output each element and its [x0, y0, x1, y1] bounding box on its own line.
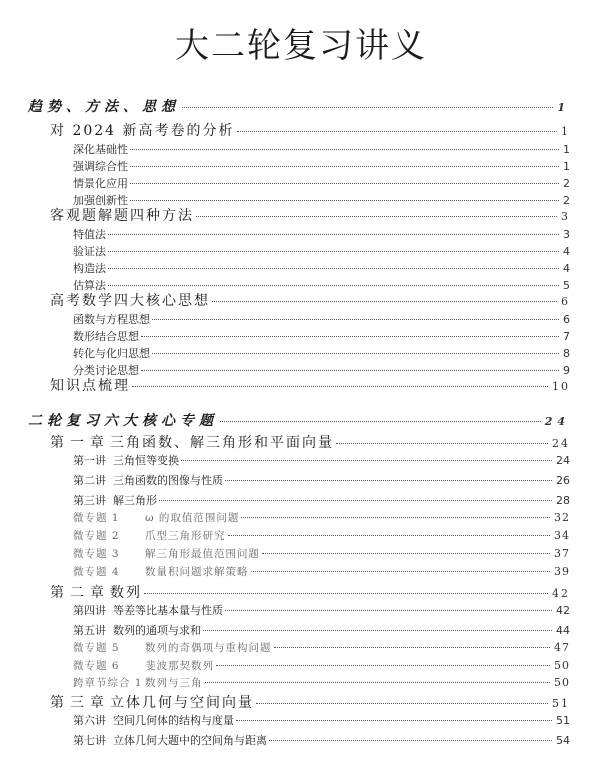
toc-label: 立体几何大题中的空间角与距离 [113, 734, 267, 747]
toc-label: 解三角形 [113, 494, 157, 507]
toc-page-number: 51 [552, 697, 570, 710]
toc-page-number: 3 [563, 228, 570, 241]
toc-page-number: 1 [563, 160, 570, 173]
dot-leader [108, 285, 559, 286]
dot-leader [181, 460, 552, 461]
page-title: 大二轮复习讲义 [175, 26, 427, 66]
toc-lecture[interactable] [73, 472, 570, 488]
toc-number: 微专题 1 [73, 512, 120, 524]
dot-leader [152, 319, 559, 320]
toc-page-number: 32 [554, 511, 570, 524]
toc-label: 特值法 [73, 228, 106, 241]
toc-label: 空间几何体的结构与度量 [113, 714, 234, 727]
dot-leader [212, 301, 557, 302]
toc-page-number: 8 [563, 347, 570, 360]
dot-leader [182, 107, 553, 108]
toc-label: 数列的奇偶项与重构问题 [145, 642, 272, 654]
toc-label: 知识点梳理 [50, 378, 130, 394]
toc-label: 斐波那契数列 [145, 660, 214, 672]
dot-leader [236, 720, 552, 721]
toc-number: 微专题 2 [73, 530, 120, 542]
toc-mini-topic[interactable] [73, 510, 570, 525]
toc-page-number: 51 [556, 714, 570, 727]
toc-label: 函数与方程思想 [73, 313, 150, 326]
toc-label: 数列的通项与求和 [113, 624, 201, 637]
toc-page-number: 3 [561, 210, 570, 223]
toc-mini-topic[interactable] [73, 640, 570, 655]
toc-chapter-ideas[interactable] [50, 290, 570, 310]
dot-leader [225, 480, 552, 481]
toc-page-number: 6 [563, 313, 570, 326]
toc-chapter-3[interactable] [50, 692, 570, 712]
toc-page-number: 28 [556, 494, 570, 507]
dot-leader [130, 149, 559, 150]
toc-label: 等差等比基本量与性质 [113, 604, 223, 617]
toc-number: 第七讲 [73, 734, 106, 747]
toc-chapter-methods[interactable] [50, 205, 570, 225]
toc-label: 趋势、方法、思想 [28, 99, 180, 115]
toc-label: 构造法 [73, 262, 106, 275]
toc-page-number: 42 [556, 604, 570, 617]
toc-label: 数列与三角 [145, 677, 203, 689]
toc-number: 第六讲 [73, 714, 106, 727]
toc-label: 三角函数、解三角形和平面向量 [110, 435, 334, 451]
dot-leader [108, 251, 559, 252]
toc-page-number: 39 [554, 565, 570, 578]
dot-leader [141, 336, 559, 337]
toc-label: 数形结合思想 [73, 330, 139, 343]
toc-page-number: 54 [556, 734, 570, 747]
toc-page-number: 24 [552, 437, 570, 450]
dot-leader [203, 630, 552, 631]
dot-leader [269, 740, 552, 741]
toc-lecture[interactable] [73, 602, 570, 618]
toc-label: 客观题解题四种方法 [50, 208, 194, 224]
toc-page-number: 47 [554, 641, 570, 654]
dot-leader [108, 268, 559, 269]
dot-leader [144, 593, 548, 594]
toc-number: 微专题 6 [73, 660, 120, 672]
toc-cross-chapter[interactable] [73, 675, 570, 690]
dot-leader [262, 553, 550, 554]
toc-page-number: 50 [554, 676, 570, 689]
toc-page-number: 24 [544, 415, 570, 428]
toc-label: 验证法 [73, 245, 106, 258]
toc-page-number: 24 [556, 454, 570, 467]
toc-label: 情景化应用 [73, 177, 128, 190]
toc-section-trends[interactable] [28, 96, 570, 116]
toc-page-number: 50 [554, 659, 570, 672]
toc-number: 第三章 [50, 695, 110, 711]
dot-leader [205, 682, 551, 683]
toc-mini-topic[interactable] [73, 564, 570, 579]
toc-page-number: 1 [557, 101, 570, 114]
dot-leader [130, 200, 559, 201]
toc-label: 解三角形最值范围问题 [145, 548, 260, 560]
dot-leader [216, 665, 550, 666]
toc-page-number: 37 [554, 547, 570, 560]
toc-lecture[interactable] [73, 492, 570, 508]
toc-lecture[interactable] [73, 622, 570, 638]
toc-chapter-2[interactable] [50, 582, 570, 602]
toc-page-number: 26 [556, 474, 570, 487]
toc-number: 微专题 3 [73, 548, 120, 560]
toc-item[interactable] [73, 243, 570, 259]
toc-page-number: 6 [561, 295, 570, 308]
toc-section-core-topics[interactable] [28, 410, 570, 430]
toc-page-number: 1 [563, 143, 570, 156]
toc-label: 三角函数的图像与性质 [113, 474, 223, 487]
toc-label: 加强创新性 [73, 194, 128, 207]
toc-chapter-1[interactable] [50, 432, 570, 452]
toc-page-number: 10 [552, 380, 570, 393]
toc-label: 分类讨论思想 [73, 364, 139, 377]
toc-number: 跨章节综合 1 [73, 677, 143, 689]
toc-item[interactable] [73, 345, 570, 361]
toc-label: 强调综合性 [73, 160, 128, 173]
toc-item[interactable] [73, 328, 570, 344]
toc-lecture[interactable] [73, 732, 570, 748]
toc-label: 对 2024 新高考卷的分析 [50, 123, 235, 139]
dot-leader [220, 421, 541, 422]
dot-leader [130, 183, 559, 184]
toc-label: 二轮复习六大核心专题 [28, 413, 218, 429]
toc-page-number: 9 [563, 364, 570, 377]
toc-item[interactable] [73, 260, 570, 276]
toc-label: 估算法 [73, 279, 106, 292]
dot-leader [336, 443, 548, 444]
toc-number: 第五讲 [73, 624, 106, 637]
toc-number: 第三讲 [73, 494, 106, 507]
toc-item[interactable] [73, 158, 570, 174]
toc-number: 第一讲 [73, 454, 106, 467]
toc-page-number: 4 [563, 262, 570, 275]
dot-leader [251, 571, 551, 572]
toc-chapter-knowledge[interactable] [50, 375, 570, 395]
toc-page-number: 34 [554, 529, 570, 542]
toc-mini-topic[interactable] [73, 528, 570, 543]
dot-leader [132, 386, 548, 387]
toc-number: 微专题 5 [73, 642, 120, 654]
toc-item[interactable] [73, 311, 570, 327]
toc-number: 第二章 [50, 585, 110, 601]
dot-leader [141, 370, 559, 371]
toc-mini-topic[interactable] [73, 658, 570, 673]
toc-label: 深化基础性 [73, 143, 128, 156]
toc-page-number: 5 [563, 279, 570, 292]
dot-leader [130, 166, 559, 167]
toc-page-number: 4 [563, 245, 570, 258]
toc-label: 数列 [110, 585, 142, 601]
toc-mini-topic[interactable] [73, 546, 570, 561]
toc-item[interactable] [73, 175, 570, 191]
toc-label: ω 的取值范围问题 [145, 512, 240, 524]
toc-number: 第一章 [50, 435, 110, 451]
toc-chapter-analysis[interactable] [50, 120, 570, 140]
toc-label: 爪型三角形研究 [145, 530, 226, 542]
toc-number: 微专题 4 [73, 566, 120, 578]
dot-leader [108, 234, 559, 235]
toc-item[interactable] [73, 141, 570, 157]
toc-page-number: 1 [561, 125, 570, 138]
dot-leader [237, 131, 557, 132]
toc-label: 数量积问题求解策略 [145, 566, 249, 578]
dot-leader [225, 610, 552, 611]
toc-label: 立体几何与空间向量 [110, 695, 254, 711]
toc-page-number: 2 [563, 194, 570, 207]
dot-leader [256, 703, 548, 704]
toc-lecture[interactable] [73, 712, 570, 728]
toc-lecture[interactable] [73, 452, 570, 468]
dot-leader [152, 353, 559, 354]
toc-item[interactable] [73, 226, 570, 242]
dot-leader [241, 517, 550, 518]
toc-number: 第四讲 [73, 604, 106, 617]
toc-page-number: 7 [563, 330, 570, 343]
toc-page-number: 44 [556, 624, 570, 637]
dot-leader [159, 500, 552, 501]
toc-label: 转化与化归思想 [73, 347, 150, 360]
toc-label: 高考数学四大核心思想 [50, 293, 210, 309]
dot-leader [196, 216, 557, 217]
dot-leader [274, 647, 551, 648]
toc-page-number: 2 [563, 177, 570, 190]
toc-page-number: 42 [552, 587, 570, 600]
dot-leader [228, 535, 551, 536]
toc-number: 第二讲 [73, 474, 106, 487]
toc-label: 三角恒等变换 [113, 454, 179, 467]
